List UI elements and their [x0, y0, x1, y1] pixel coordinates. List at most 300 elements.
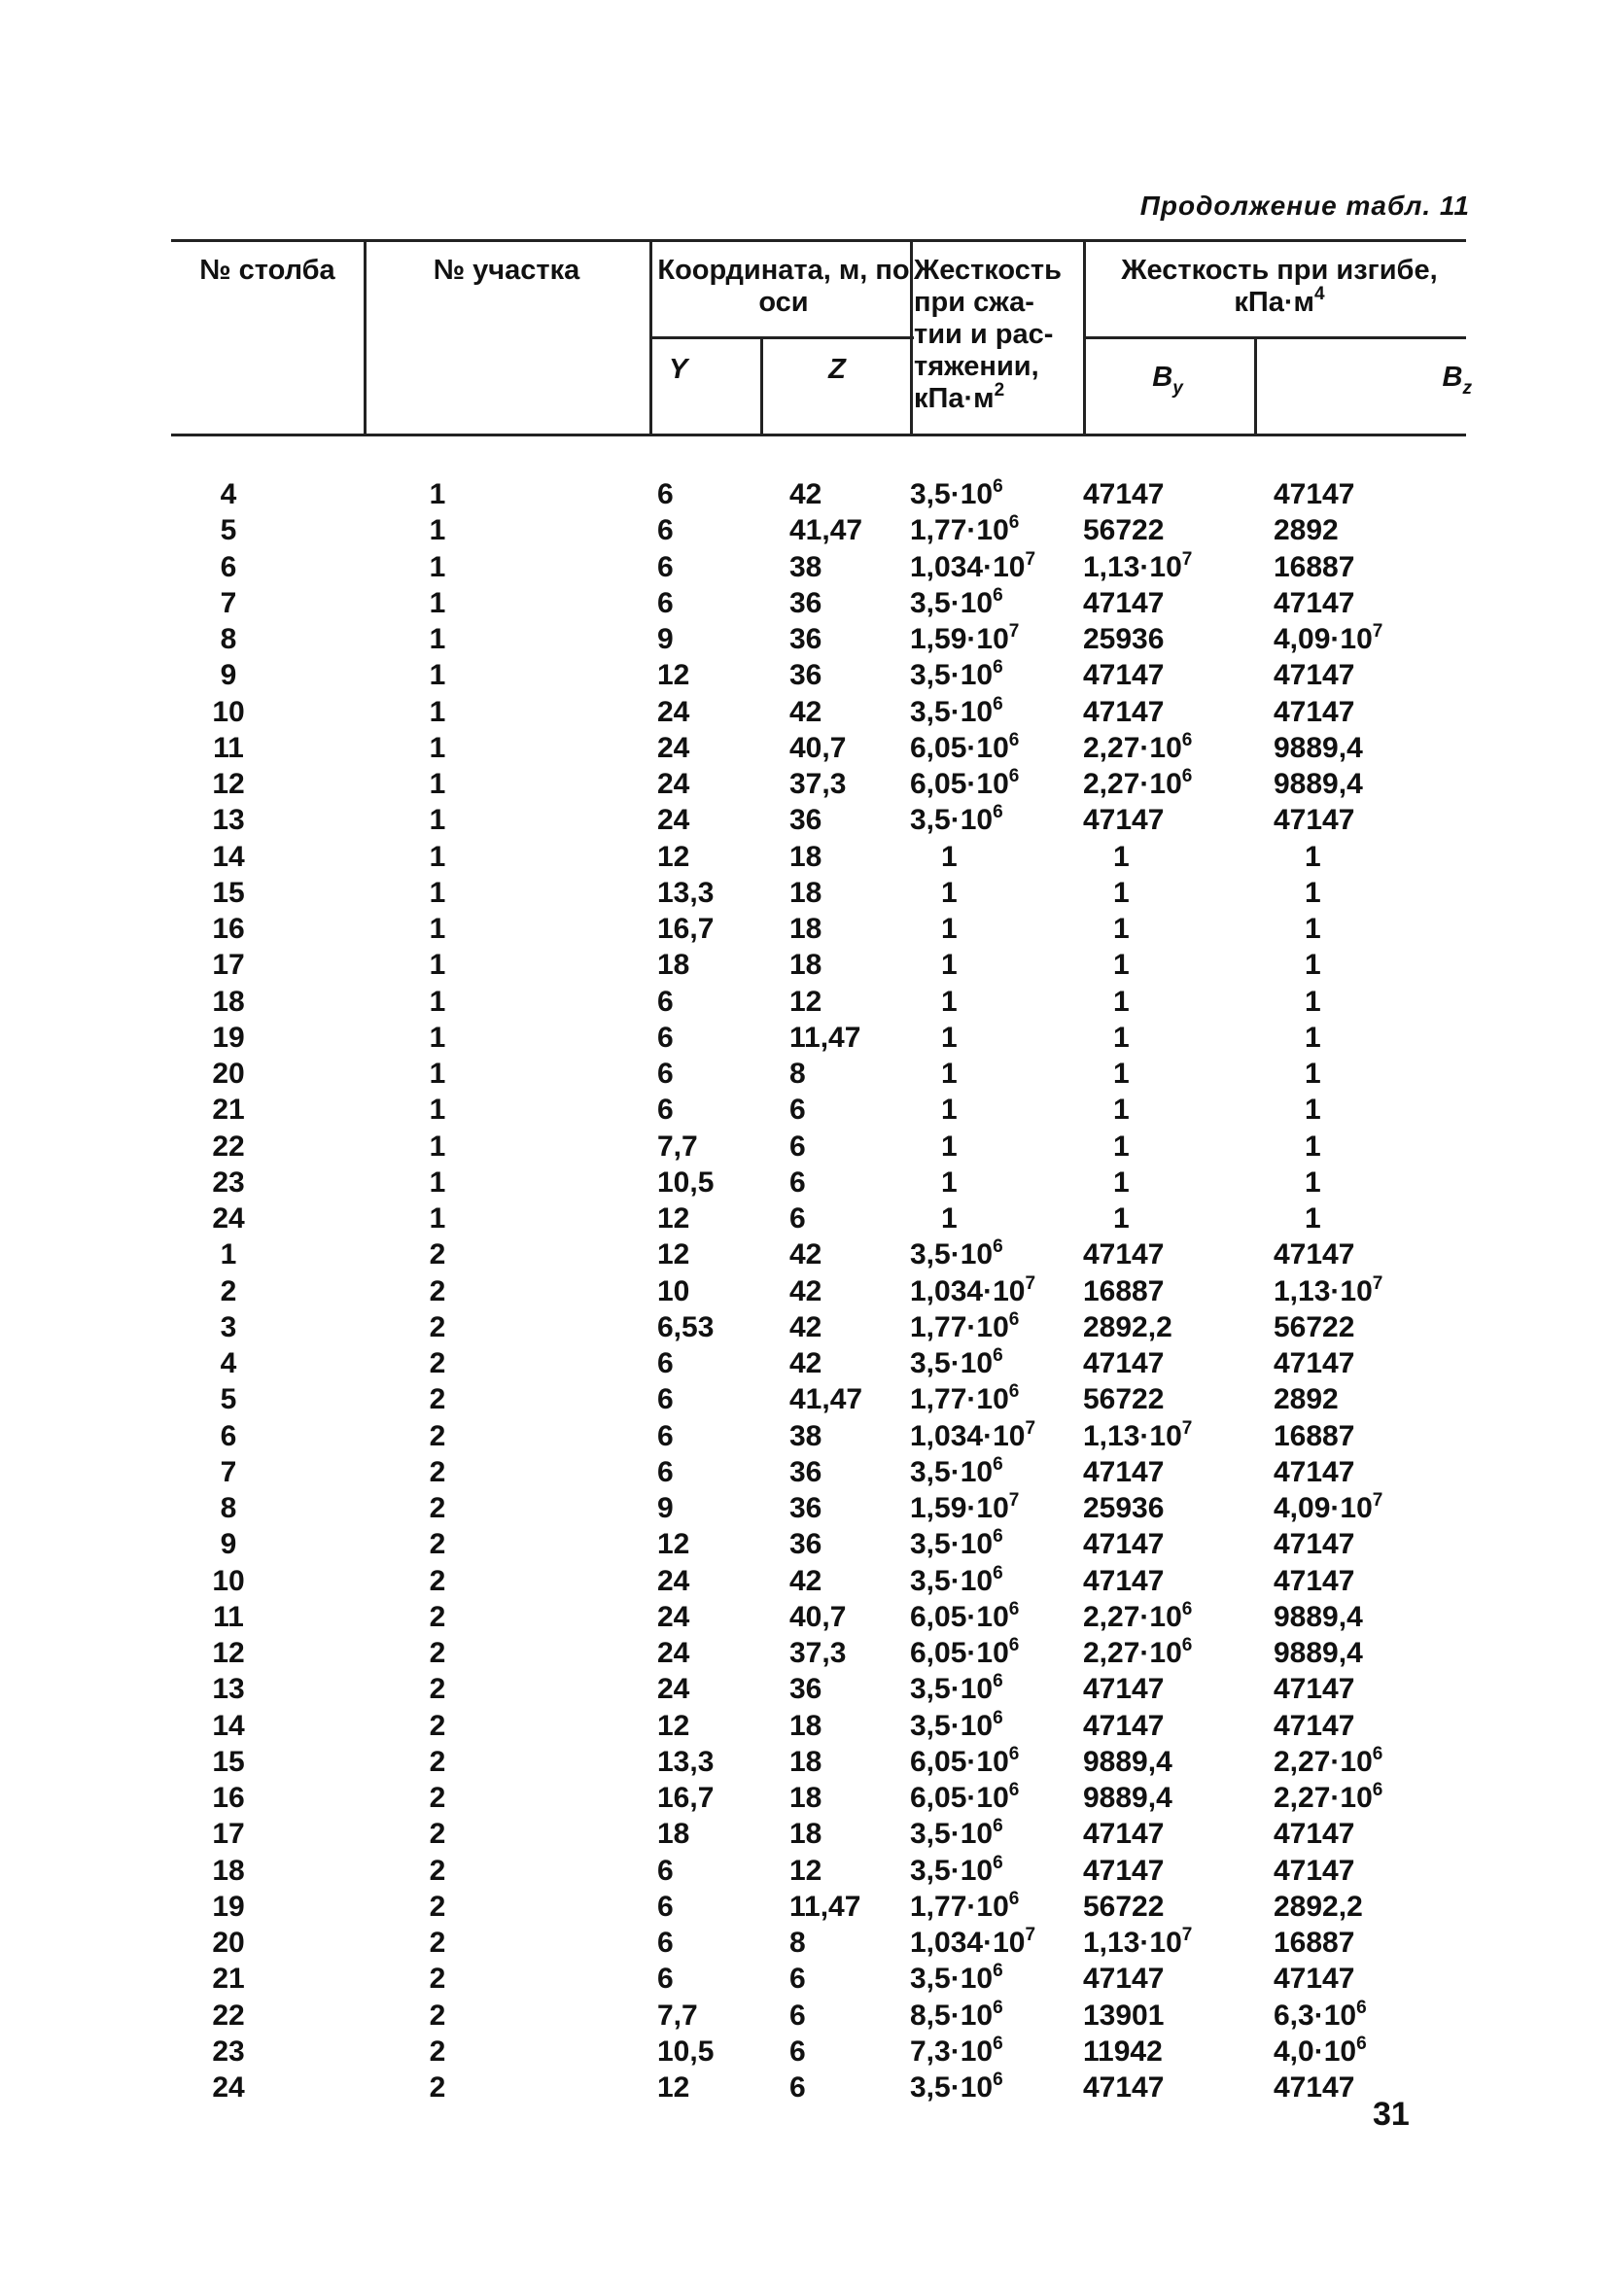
- cell-coord-y: 10,5: [657, 2035, 715, 2068]
- cell-axial-stiffness: 1: [941, 949, 958, 982]
- cell-bending-by: 9889,4: [1083, 1782, 1172, 1814]
- cell-coord-z: 18: [789, 1818, 822, 1851]
- cell-coord-z: 18: [789, 840, 822, 873]
- cell-bending-bz: $2,27\cdot 10^6$: [1274, 1743, 1383, 1778]
- cell-coord-z: 6: [789, 1165, 806, 1199]
- cell-coord-z: 36: [789, 586, 822, 619]
- cell-coord-z: 36: [789, 1492, 822, 1524]
- cell-coord-y: 10: [657, 1274, 690, 1307]
- cell-bending-bz: 47147: [1274, 1709, 1355, 1742]
- cell-pillar-number: 16: [212, 913, 245, 945]
- table-row: [0, 585, 1608, 621]
- cell-bending-by: 47147: [1083, 1673, 1165, 1706]
- cell-pillar-number: 7: [220, 586, 237, 619]
- cell-coord-y: 7,7: [657, 1999, 698, 2032]
- cell-bending-by: $1,13\cdot 10^7$: [1083, 1925, 1193, 1959]
- cell-pillar-number: 4: [220, 1347, 237, 1379]
- cell-coord-y: 6: [657, 1455, 674, 1488]
- cell-section-number: 2: [429, 1782, 446, 1814]
- cell-bending-bz: 47147: [1274, 1818, 1355, 1851]
- cell-axial-stiffness: 1: [941, 1094, 958, 1127]
- cell-bending-by: 47147: [1083, 1528, 1165, 1561]
- cell-pillar-number: 1: [220, 1238, 237, 1271]
- cell-axial-stiffness: $1,59\cdot 10^7$: [910, 1490, 1020, 1524]
- cell-coord-z: 6: [789, 1963, 806, 1996]
- cell-bending-by: 13901: [1083, 1999, 1165, 2032]
- cell-section-number: 1: [429, 840, 446, 873]
- table-row: [0, 1961, 1608, 1997]
- cell-axial-stiffness: 1: [941, 876, 958, 909]
- table-row: [0, 1236, 1608, 1272]
- cell-bending-by: 47147: [1083, 1709, 1165, 1742]
- cell-section-number: 1: [429, 804, 446, 837]
- header-coord-y: Y: [669, 354, 688, 385]
- cell-coord-z: 36: [789, 1673, 822, 1706]
- cell-bending-by: 47147: [1083, 1347, 1165, 1379]
- cell-axial-stiffness: 1: [941, 1058, 958, 1090]
- cell-bending-by: 47147: [1083, 659, 1165, 692]
- cell-section-number: 1: [429, 876, 446, 909]
- cell-pillar-number: 4: [220, 478, 237, 510]
- cell-bending-by: $2,27\cdot 10^6$: [1083, 729, 1193, 764]
- cell-axial-stiffness: $7,3\cdot 10^6$: [910, 2033, 1003, 2068]
- cell-bending-bz: 1: [1305, 1021, 1321, 1054]
- header-coord-z: Z: [828, 354, 846, 385]
- cell-coord-z: 41,47: [789, 514, 863, 547]
- cell-pillar-number: 24: [212, 2071, 245, 2104]
- cell-coord-y: 6: [657, 1347, 674, 1379]
- table-row: [0, 1708, 1608, 1744]
- header-bending-stiffness-group: Жесткость при изгибе, $кПа\cdot м^4$: [1121, 255, 1438, 318]
- table-row: [0, 1853, 1608, 1889]
- cell-coord-y: 12: [657, 1238, 690, 1271]
- cell-section-number: 2: [429, 1600, 446, 1633]
- cell-section-number: 1: [429, 731, 446, 764]
- cell-axial-stiffness: 1: [941, 1202, 958, 1235]
- cell-coord-y: 13,3: [657, 1745, 715, 1778]
- cell-coord-y: 6: [657, 1094, 674, 1127]
- cell-section-number: 1: [429, 1165, 446, 1199]
- cell-section-number: 2: [429, 1709, 446, 1742]
- cell-coord-y: 6: [657, 550, 674, 583]
- cell-pillar-number: 22: [212, 1130, 245, 1163]
- cell-section-number: 2: [429, 1963, 446, 1996]
- cell-bending-bz: 47147: [1274, 586, 1355, 619]
- cell-bending-bz: 47147: [1274, 1564, 1355, 1597]
- cell-pillar-number: 19: [212, 1890, 245, 1923]
- cell-pillar-number: 10: [212, 695, 245, 728]
- cell-bending-bz: 1: [1305, 985, 1321, 1018]
- table-row: [0, 657, 1608, 693]
- cell-coord-y: 6: [657, 1927, 674, 1959]
- cell-section-number: 2: [429, 2071, 446, 2104]
- cell-bending-by: $2,27\cdot 10^6$: [1083, 1635, 1193, 1669]
- col-divider-5: [1083, 239, 1086, 436]
- cell-axial-stiffness: $8,5\cdot 10^6$: [910, 1997, 1003, 2032]
- cell-bending-by: 1: [1113, 1202, 1130, 1235]
- cell-coord-y: 16,7: [657, 913, 715, 945]
- cell-pillar-number: 19: [212, 1021, 245, 1054]
- cell-axial-stiffness: $3,5\cdot 10^6$: [910, 1852, 1003, 1887]
- cell-section-number: 2: [429, 1383, 446, 1416]
- cell-coord-y: 6: [657, 1383, 674, 1416]
- cell-axial-stiffness: 1: [941, 1165, 958, 1199]
- cell-bending-by: 1: [1113, 1165, 1130, 1199]
- cell-pillar-number: 18: [212, 1854, 245, 1887]
- cell-axial-stiffness: $6,05\cdot 10^6$: [910, 729, 1020, 764]
- cell-section-number: 2: [429, 1927, 446, 1959]
- cell-pillar-number: 13: [212, 1673, 245, 1706]
- cell-section-number: 1: [429, 659, 446, 692]
- cell-bending-bz: 47147: [1274, 1673, 1355, 1706]
- table-row: [0, 1309, 1608, 1345]
- cell-coord-y: 9: [657, 1492, 674, 1524]
- cell-bending-by: 47147: [1083, 478, 1165, 510]
- cell-pillar-number: 23: [212, 2035, 245, 2068]
- cell-section-number: 2: [429, 1890, 446, 1923]
- cell-bending-by: 11942: [1083, 2035, 1163, 2068]
- cell-section-number: 2: [429, 1492, 446, 1524]
- cell-axial-stiffness: $6,05\cdot 10^6$: [910, 1743, 1020, 1778]
- cell-pillar-number: 12: [212, 768, 245, 800]
- cell-pillar-number: 20: [212, 1927, 245, 1959]
- cell-pillar-number: 7: [220, 1455, 237, 1488]
- table-row: [0, 1345, 1608, 1381]
- cell-bending-bz: $4,0\cdot 10^6$: [1274, 2033, 1367, 2068]
- cell-coord-z: 42: [789, 695, 822, 728]
- table-row: [0, 1165, 1608, 1200]
- table-row: [0, 1020, 1608, 1056]
- cell-section-number: 1: [429, 768, 446, 800]
- cell-bending-bz: $2,27\cdot 10^6$: [1274, 1780, 1383, 1814]
- cell-axial-stiffness: $3,5\cdot 10^6$: [910, 476, 1003, 510]
- cell-bending-bz: 16887: [1274, 1419, 1355, 1452]
- cell-coord-y: 18: [657, 1818, 690, 1851]
- cell-axial-stiffness: $3,5\cdot 10^6$: [910, 1526, 1003, 1561]
- col-divider-6: [1254, 338, 1257, 436]
- cell-pillar-number: 8: [220, 623, 237, 655]
- bending-subheader-rule: [1085, 336, 1466, 339]
- cell-coord-z: 12: [789, 985, 822, 1018]
- table-row: [0, 947, 1608, 983]
- table-row: [0, 1599, 1608, 1635]
- cell-coord-z: 18: [789, 1782, 822, 1814]
- cell-bending-by: 1: [1113, 1021, 1130, 1054]
- table-row: [0, 2070, 1608, 2105]
- cell-coord-y: 24: [657, 695, 690, 728]
- cell-coord-y: 24: [657, 1600, 690, 1633]
- cell-section-number: 2: [429, 1564, 446, 1597]
- table-row: [0, 766, 1608, 802]
- cell-bending-bz: 9889,4: [1274, 1600, 1363, 1633]
- cell-coord-y: 6: [657, 1021, 674, 1054]
- cell-pillar-number: 5: [220, 514, 237, 547]
- cell-bending-bz: $6,3\cdot 10^6$: [1274, 1997, 1367, 2032]
- cell-coord-z: 41,47: [789, 1383, 863, 1416]
- cell-section-number: 1: [429, 586, 446, 619]
- table-row: [0, 549, 1608, 585]
- cell-coord-z: 42: [789, 1274, 822, 1307]
- cell-bending-bz: 1: [1305, 840, 1321, 873]
- cell-bending-by: 47147: [1083, 804, 1165, 837]
- cell-coord-y: 12: [657, 1709, 690, 1742]
- cell-bending-bz: 2892: [1274, 1383, 1339, 1416]
- cell-axial-stiffness: $3,5\cdot 10^6$: [910, 693, 1003, 728]
- cell-section-number: 1: [429, 913, 446, 945]
- cell-coord-z: 18: [789, 1709, 822, 1742]
- cell-axial-stiffness: 1: [941, 1130, 958, 1163]
- table-header: [0, 0, 1608, 467]
- cell-coord-z: 6: [789, 1094, 806, 1127]
- cell-section-number: 2: [429, 1238, 446, 1271]
- cell-bending-by: 47147: [1083, 1238, 1165, 1271]
- cell-coord-y: 10,5: [657, 1165, 715, 1199]
- cell-section-number: 1: [429, 985, 446, 1018]
- cell-pillar-number: 23: [212, 1165, 245, 1199]
- cell-coord-z: 42: [789, 1310, 822, 1343]
- cell-axial-stiffness: $1,77\cdot 10^6$: [910, 1308, 1020, 1343]
- cell-coord-z: 42: [789, 1564, 822, 1597]
- cell-section-number: 2: [429, 1419, 446, 1452]
- cell-coord-z: 6: [789, 2071, 806, 2104]
- cell-coord-y: 18: [657, 949, 690, 982]
- cell-coord-y: 12: [657, 840, 690, 873]
- cell-coord-z: 42: [789, 478, 822, 510]
- cell-bending-by: 25936: [1083, 1492, 1165, 1524]
- cell-section-number: 2: [429, 1528, 446, 1561]
- table-row: [0, 1092, 1608, 1128]
- cell-pillar-number: 21: [212, 1094, 245, 1127]
- cell-bending-by: 1: [1113, 840, 1130, 873]
- cell-bending-bz: 47147: [1274, 695, 1355, 728]
- cell-pillar-number: 11: [213, 1600, 244, 1633]
- header-axial-stiffness: Жесткость при сжа- тии и рас- тяжении, $кПа\cdot м^2$: [914, 255, 1062, 414]
- cell-pillar-number: 16: [212, 1782, 245, 1814]
- cell-axial-stiffness: 1: [941, 913, 958, 945]
- cell-axial-stiffness: $1,034\cdot 10^7$: [910, 1925, 1036, 1959]
- coord-subheader-rule: [649, 336, 914, 339]
- table-row: [0, 1454, 1608, 1490]
- cell-pillar-number: 3: [220, 1310, 237, 1343]
- cell-section-number: 1: [429, 1021, 446, 1054]
- cell-section-number: 1: [429, 949, 446, 982]
- cell-coord-y: 6: [657, 1419, 674, 1452]
- table-row: [0, 1381, 1608, 1417]
- col-divider-2: [649, 239, 652, 436]
- cell-coord-y: 12: [657, 659, 690, 692]
- cell-bending-bz: 9889,4: [1274, 731, 1363, 764]
- cell-coord-z: 8: [789, 1058, 806, 1090]
- cell-coord-z: 38: [789, 1419, 822, 1452]
- cell-coord-y: 6: [657, 1890, 674, 1923]
- cell-coord-y: 12: [657, 1528, 690, 1561]
- table-row: [0, 1273, 1608, 1309]
- cell-coord-y: 24: [657, 804, 690, 837]
- cell-coord-z: 42: [789, 1238, 822, 1271]
- cell-coord-z: 12: [789, 1854, 822, 1887]
- cell-coord-y: 6: [657, 985, 674, 1018]
- cell-bending-bz: 1: [1305, 1130, 1321, 1163]
- cell-bending-by: 9889,4: [1083, 1745, 1172, 1778]
- table-row: [0, 1526, 1608, 1562]
- table-row: [0, 875, 1608, 911]
- cell-pillar-number: 2: [220, 1274, 237, 1307]
- table-row: [0, 1889, 1608, 1925]
- cell-bending-bz: 2892: [1274, 514, 1339, 547]
- table-row: [0, 1744, 1608, 1780]
- cell-pillar-number: 9: [220, 1528, 237, 1561]
- cell-coord-y: 24: [657, 768, 690, 800]
- cell-bending-by: 1: [1113, 1094, 1130, 1127]
- cell-bending-bz: 47147: [1274, 1854, 1355, 1887]
- cell-bending-by: 25936: [1083, 623, 1165, 655]
- cell-pillar-number: 24: [212, 1202, 245, 1235]
- cell-axial-stiffness: $3,5\cdot 10^6$: [910, 1816, 1003, 1851]
- table-row: [0, 1200, 1608, 1236]
- cell-section-number: 2: [429, 1673, 446, 1706]
- cell-bending-bz: 9889,4: [1274, 1637, 1363, 1669]
- cell-coord-z: 18: [789, 876, 822, 909]
- cell-axial-stiffness: $3,5\cdot 10^6$: [910, 1707, 1003, 1742]
- cell-axial-stiffness: $1,034\cdot 10^7$: [910, 1417, 1036, 1452]
- cell-bending-by: 1: [1113, 1058, 1130, 1090]
- table-row: [0, 1816, 1608, 1852]
- cell-coord-y: 12: [657, 1202, 690, 1235]
- cell-coord-z: 36: [789, 804, 822, 837]
- cell-coord-z: 38: [789, 550, 822, 583]
- cell-section-number: 2: [429, 1310, 446, 1343]
- cell-bending-by: 47147: [1083, 1963, 1165, 1996]
- cell-section-number: 2: [429, 1854, 446, 1887]
- cell-coord-y: 12: [657, 2071, 690, 2104]
- cell-coord-z: 42: [789, 1347, 822, 1379]
- cell-bending-bz: 16887: [1274, 550, 1355, 583]
- cell-bending-bz: 56722: [1274, 1310, 1355, 1343]
- cell-bending-by: $1,13\cdot 10^7$: [1083, 548, 1193, 583]
- cell-bending-by: $1,13\cdot 10^7$: [1083, 1417, 1193, 1452]
- cell-axial-stiffness: $1,77\cdot 10^6$: [910, 1381, 1020, 1416]
- cell-bending-bz: 47147: [1274, 1528, 1355, 1561]
- table-row: [0, 1925, 1608, 1961]
- table-row: [0, 476, 1608, 512]
- cell-section-number: 1: [429, 1094, 446, 1127]
- table-row: [0, 1129, 1608, 1165]
- table-row: [0, 1418, 1608, 1454]
- cell-coord-z: 37,3: [789, 768, 847, 800]
- cell-axial-stiffness: $1,77\cdot 10^6$: [910, 1888, 1020, 1923]
- header-bending-bz: $B_z$: [1442, 362, 1472, 399]
- cell-pillar-number: 13: [212, 804, 245, 837]
- header-section-number: № участка: [433, 255, 580, 286]
- cell-section-number: 1: [429, 695, 446, 728]
- cell-pillar-number: 12: [212, 1637, 245, 1669]
- cell-axial-stiffness: $6,05\cdot 10^6$: [910, 1598, 1020, 1633]
- table-row: [0, 1671, 1608, 1707]
- cell-pillar-number: 21: [212, 1963, 245, 1996]
- cell-pillar-number: 15: [212, 1745, 245, 1778]
- cell-coord-y: 24: [657, 731, 690, 764]
- cell-section-number: 2: [429, 1455, 446, 1488]
- cell-bending-by: 16887: [1083, 1274, 1165, 1307]
- cell-coord-z: 37,3: [789, 1637, 847, 1669]
- cell-section-number: 1: [429, 514, 446, 547]
- table-row: [0, 984, 1608, 1020]
- cell-bending-bz: 47147: [1274, 1963, 1355, 1996]
- cell-bending-by: 56722: [1083, 1890, 1165, 1923]
- cell-axial-stiffness: $1,59\cdot 10^7$: [910, 621, 1020, 655]
- cell-pillar-number: 11: [213, 731, 244, 764]
- cell-coord-z: 6: [789, 1999, 806, 2032]
- cell-bending-bz: $4,09\cdot 10^7$: [1274, 621, 1383, 655]
- cell-pillar-number: 6: [220, 550, 237, 583]
- cell-coord-y: 24: [657, 1673, 690, 1706]
- cell-section-number: 1: [429, 1130, 446, 1163]
- cell-pillar-number: 17: [212, 1818, 245, 1851]
- cell-axial-stiffness: 1: [941, 1021, 958, 1054]
- table-row: [0, 694, 1608, 730]
- cell-bending-bz: 47147: [1274, 478, 1355, 510]
- header-coordinate-group: Координата, м, по оси: [657, 255, 910, 318]
- cell-coord-y: 6: [657, 586, 674, 619]
- cell-pillar-number: 14: [212, 1709, 245, 1742]
- cell-axial-stiffness: $1,034\cdot 10^7$: [910, 548, 1036, 583]
- cell-bending-bz: 1: [1305, 949, 1321, 982]
- cell-axial-stiffness: $1,034\cdot 10^7$: [910, 1272, 1036, 1307]
- cell-coord-y: 9: [657, 623, 674, 655]
- table-row: [0, 1998, 1608, 2034]
- table-row: [0, 1490, 1608, 1526]
- cell-bending-by: 47147: [1083, 1854, 1165, 1887]
- cell-coord-z: 36: [789, 659, 822, 692]
- cell-axial-stiffness: $3,5\cdot 10^6$: [910, 1345, 1003, 1379]
- cell-coord-z: 40,7: [789, 1600, 847, 1633]
- cell-bending-bz: 1: [1305, 1094, 1321, 1127]
- cell-coord-z: 11,47: [789, 1021, 861, 1054]
- cell-coord-y: 24: [657, 1564, 690, 1597]
- cell-bending-by: 56722: [1083, 514, 1165, 547]
- cell-pillar-number: 9: [220, 659, 237, 692]
- cell-coord-z: 11,47: [789, 1890, 861, 1923]
- cell-bending-bz: 47147: [1274, 1455, 1355, 1488]
- cell-coord-y: 24: [657, 1637, 690, 1669]
- cell-bending-by: $2,27\cdot 10^6$: [1083, 1598, 1193, 1633]
- cell-coord-z: 40,7: [789, 731, 847, 764]
- table-row: [0, 730, 1608, 766]
- cell-coord-z: 18: [789, 1745, 822, 1778]
- cell-coord-z: 6: [789, 1202, 806, 1235]
- cell-bending-by: 2892,2: [1083, 1310, 1172, 1343]
- cell-bending-by: $2,27\cdot 10^6$: [1083, 766, 1193, 800]
- cell-section-number: 1: [429, 1058, 446, 1090]
- cell-bending-bz: 47147: [1274, 1238, 1355, 1271]
- cell-section-number: 1: [429, 550, 446, 583]
- cell-coord-z: 8: [789, 1927, 806, 1959]
- cell-pillar-number: 5: [220, 1383, 237, 1416]
- cell-bending-bz: 47147: [1274, 1347, 1355, 1379]
- cell-axial-stiffness: $3,5\cdot 10^6$: [910, 802, 1003, 837]
- cell-bending-by: 1: [1113, 1130, 1130, 1163]
- cell-pillar-number: 18: [212, 985, 245, 1018]
- cell-axial-stiffness: $6,05\cdot 10^6$: [910, 1780, 1020, 1814]
- cell-pillar-number: 17: [212, 949, 245, 982]
- table-row: [0, 839, 1608, 875]
- cell-bending-by: 56722: [1083, 1383, 1165, 1416]
- cell-pillar-number: 22: [212, 1999, 245, 2032]
- cell-section-number: 1: [429, 623, 446, 655]
- cell-bending-by: 47147: [1083, 586, 1165, 619]
- cell-bending-bz: $4,09\cdot 10^7$: [1274, 1490, 1383, 1524]
- cell-axial-stiffness: 1: [941, 985, 958, 1018]
